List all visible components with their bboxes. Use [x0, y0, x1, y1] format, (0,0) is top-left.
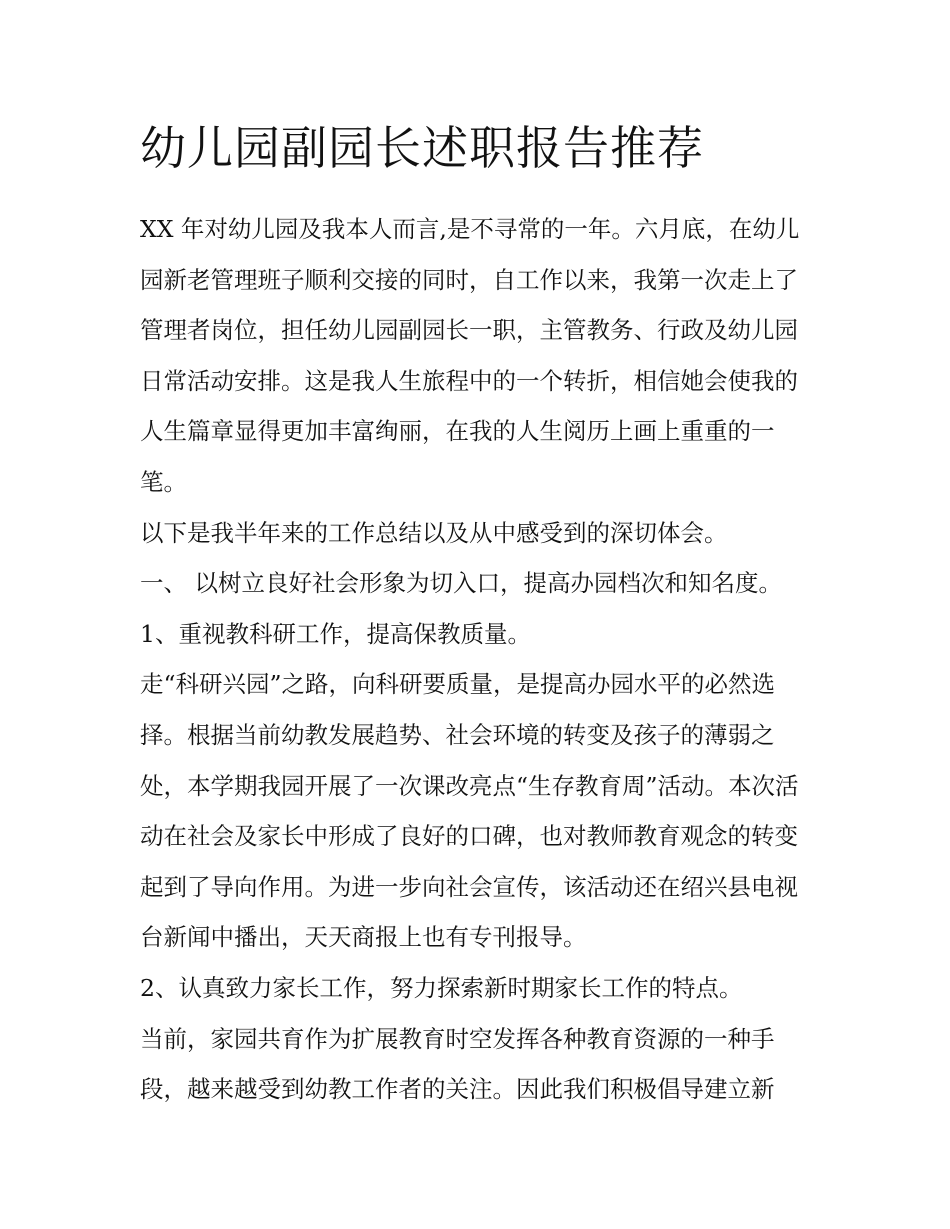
paragraph-section-one-heading: 一、 以树立良好社会形象为切入口，提高办园档次和知名度。 1、重视教科研工作，提高保教质量。 [140, 569, 782, 648]
paragraph-summary-lead: 以下是我半年来的工作总结以及从中感受到的深切体会。 [140, 518, 728, 547]
paragraph-intro: XX 年对幼儿园及我本人而言,是不寻常的一年。六月底，在幼儿园新老管理班子顺利交接的同时，自工作以来，我第一次走上了管理者岗位，担任幼儿园副园长一职，主管教务、行政及幼儿园日常活动安排。这是我人生旅程中的一个转折，相信她会使我的人生篇章显得更加丰富绚丽，在我的人生阅历上画上重重的一笔。 [140, 215, 800, 496]
document-content [140, 118, 812, 1115]
document-body [140, 204, 812, 1115]
paragraph-parent-work: 当前，家园共育作为扩展教育时空发挥各种教育资源的一种手段，越来越受到幼教工作者的关注。因此我们积极倡导建立新 [140, 1024, 775, 1104]
paragraph-parent-work-heading: 2、认真致力家长工作，努力探索新时期家长工作的特点。 [140, 973, 743, 1002]
document-title: 幼儿园副园长述职报告推荐 [140, 121, 704, 175]
paragraph-research: 走“科研兴园”之路，向科研要质量，是提高办园水平的必然选择。根据当前幼教发展趋势、社会环境的转变及孩子的薄弱之处，本学期我园开展了一次课改亮点“生存教育周”活动。本次活动在社会及家长中形成了良好的口碑，也对教师教育观念的转变起到了导向作用。为进一步向社会宣传，该活动还在绍兴县电视台新闻中播出，天天商报上也有专刊报导。 [140, 670, 799, 952]
